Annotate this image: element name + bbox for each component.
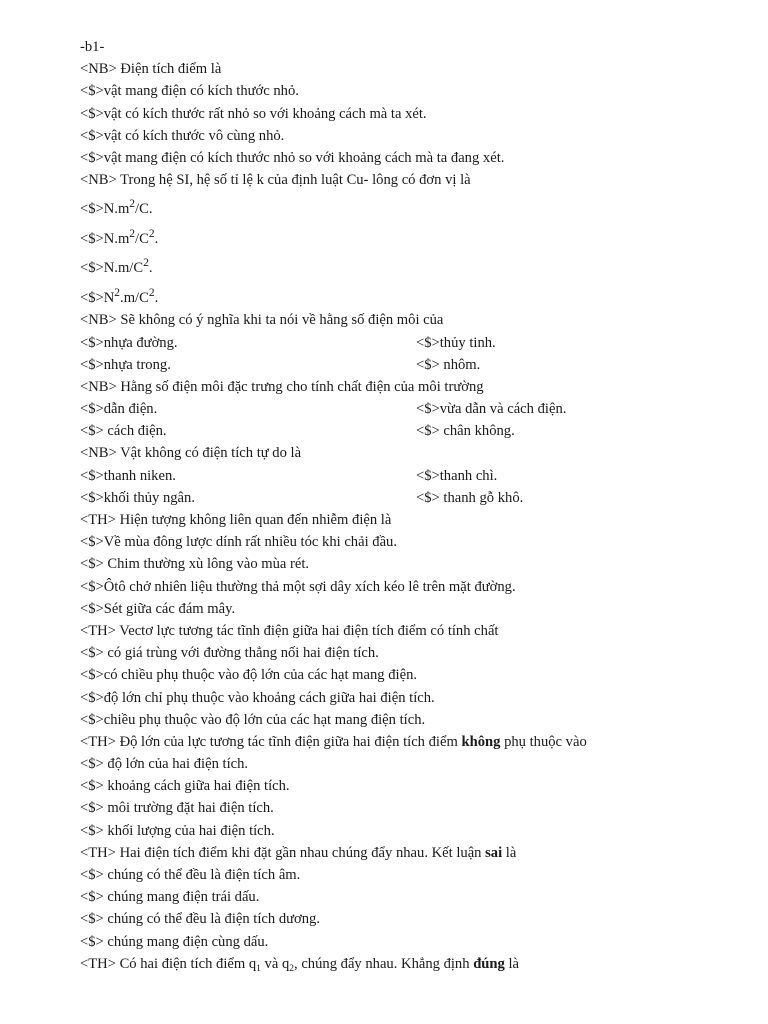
superscript: 2 (114, 286, 121, 299)
question-1-option-a: <$>vật mang điện có kích thước nhỏ. (80, 83, 299, 100)
stem-text: <TH> Có hai điện tích điểm q (80, 955, 257, 972)
question-9-stem (80, 842, 760, 864)
question-4-option-d: <$> chân không. (416, 423, 515, 440)
question-2-option-c (80, 250, 760, 280)
question-2-option-a (80, 191, 760, 221)
option-text: . (154, 230, 159, 247)
question-4-options-row-1 (80, 398, 760, 420)
document-page (80, 36, 760, 975)
question-8-option-d: <$> khối lượng của hai điện tích. (80, 822, 275, 839)
question-1-stem: <NB> Điện tích điểm là (80, 61, 222, 78)
stem-text: và q (260, 955, 290, 972)
question-6-option-d: <$>Sét giữa các đám mây. (80, 600, 236, 617)
option-text: . (148, 260, 153, 277)
stem-text: là (504, 955, 520, 972)
question-8-stem (80, 731, 760, 753)
option-text: . (154, 289, 159, 306)
question-5-option-b: <$>thanh chì. (416, 467, 498, 484)
question-2-stem: <NB> Trong hệ SI, hệ số tỉ lệ k của định luật Cu- lông có đơn vị là (80, 172, 471, 189)
question-2-option-b (80, 221, 760, 251)
question-7-option-b: <$>có chiều phụ thuộc vào độ lớn của các hạt mang điện. (80, 667, 418, 684)
subscript: 2 (289, 963, 295, 974)
stem-emphasis: không (461, 733, 501, 750)
subscript: 1 (256, 963, 261, 974)
question-5-options-row-1 (80, 465, 760, 487)
stem-emphasis: sai (485, 844, 503, 861)
question-4-options-row-2 (80, 420, 760, 442)
superscript: 2 (148, 286, 155, 299)
question-4-option-a: <$>dẫn điện. (80, 401, 158, 418)
question-6-option-a: <$>Về mùa đông lược dính rất nhiều tóc khi chải đầu. (80, 534, 397, 551)
option-text: <$>N.m/C (80, 260, 144, 277)
option-text: /C (135, 230, 149, 247)
question-8-option-b: <$> khoảng cách giữa hai điện tích. (80, 778, 290, 795)
question-3-option-c: <$>nhựa trong. (80, 356, 171, 373)
question-9-option-b: <$> chúng mang điện trái dấu. (80, 889, 260, 906)
superscript: 2 (143, 257, 149, 270)
question-5-option-a: <$>thanh niken. (80, 467, 176, 484)
question-7-option-d: <$>chiều phụ thuộc vào độ lớn của các hạt mang điện tích. (80, 711, 426, 728)
option-text: <$>N (80, 289, 115, 306)
question-5-option-d: <$> thanh gỗ khô. (416, 489, 524, 506)
superscript: 2 (148, 227, 155, 240)
question-1-option-c: <$>vật có kích thước vô cùng nhỏ. (80, 127, 285, 144)
superscript: 2 (129, 227, 136, 240)
question-4-option-c: <$> cách điện. (80, 423, 167, 440)
option-text: <$>N.m (80, 201, 130, 218)
question-8-option-a: <$> độ lớn của hai điện tích. (80, 756, 249, 773)
question-2-option-d (80, 280, 760, 310)
stem-text: <TH> Độ lớn của lực tương tác tĩnh điện giữa hai điện tích điểm (80, 733, 462, 750)
question-3-options-row-1 (80, 332, 760, 354)
question-6-option-c: <$>Ôtô chở nhiên liệu thường thả một sợi dây xích kéo lê trên mặt đường. (80, 578, 516, 595)
question-5-option-c: <$>khối thủy ngân. (80, 489, 195, 506)
question-9-option-a: <$> chúng có thể đều là điện tích âm. (80, 867, 301, 883)
stem-text: <TH> Hai điện tích điểm khi đặt gần nhau chúng đẩy nhau. Kết luận (80, 844, 486, 861)
stem-text: phụ thuộc vào (500, 733, 587, 750)
question-5-stem: <NB> Vật không có điện tích tự do là (80, 445, 302, 462)
question-3-option-b: <$>thủy tinh. (416, 334, 496, 351)
stem-text: , chúng đẩy nhau. Khẳng định (294, 955, 474, 972)
superscript: 2 (129, 198, 136, 211)
question-1-option-d: <$>vật mang điện có kích thước nhỏ so với khoảng cách mà ta đang xét. (80, 149, 505, 166)
question-6-stem: <TH> Hiện tượng không liên quan đến nhiễm điện là (80, 512, 392, 528)
option-text: <$>N.m (80, 230, 130, 247)
question-4-option-b: <$>vừa dẫn và cách điện. (416, 401, 567, 418)
question-6-option-b: <$> Chim thường xù lông vào mùa rét. (80, 556, 310, 573)
question-3-stem: <NB> Sẽ không có ý nghĩa khi ta nói về hằng số điện môi của (80, 312, 444, 329)
page-header: -b1- (80, 39, 105, 55)
stem-text: là (502, 844, 517, 861)
question-4-stem: <NB> Hằng số điện môi đặc trưng cho tính chất điện của môi trường (80, 378, 484, 395)
option-text: /C. (135, 201, 153, 218)
question-3-option-a: <$>nhựa đường. (80, 334, 178, 351)
question-9-option-c: <$> chúng có thể đều là điện tích dương. (80, 911, 320, 928)
question-3-option-d: <$> nhôm. (416, 356, 481, 373)
question-9-option-d: <$> chúng mang điện cùng dấu. (80, 933, 269, 950)
question-10-stem (80, 953, 760, 975)
question-7-stem: <TH> Vectơ lực tương tác tĩnh điện giữa hai điện tích điểm có tính chất (80, 622, 499, 639)
question-5-options-row-2 (80, 487, 760, 509)
question-1-option-b: <$>vật có kích thước rất nhỏ so với khoảng cách mà ta xét. (80, 105, 427, 122)
question-3-options-row-2 (80, 354, 760, 376)
stem-emphasis: đúng (473, 955, 505, 972)
question-8-option-c: <$> môi trường đặt hai điện tích. (80, 800, 274, 817)
question-7-option-c: <$>độ lớn chỉ phụ thuộc vào khoảng cách giữa hai điện tích. (80, 689, 435, 706)
question-7-option-a: <$> có giá trùng với đường thẳng nối hai điện tích. (80, 645, 379, 662)
option-text: .m/C (120, 289, 149, 306)
